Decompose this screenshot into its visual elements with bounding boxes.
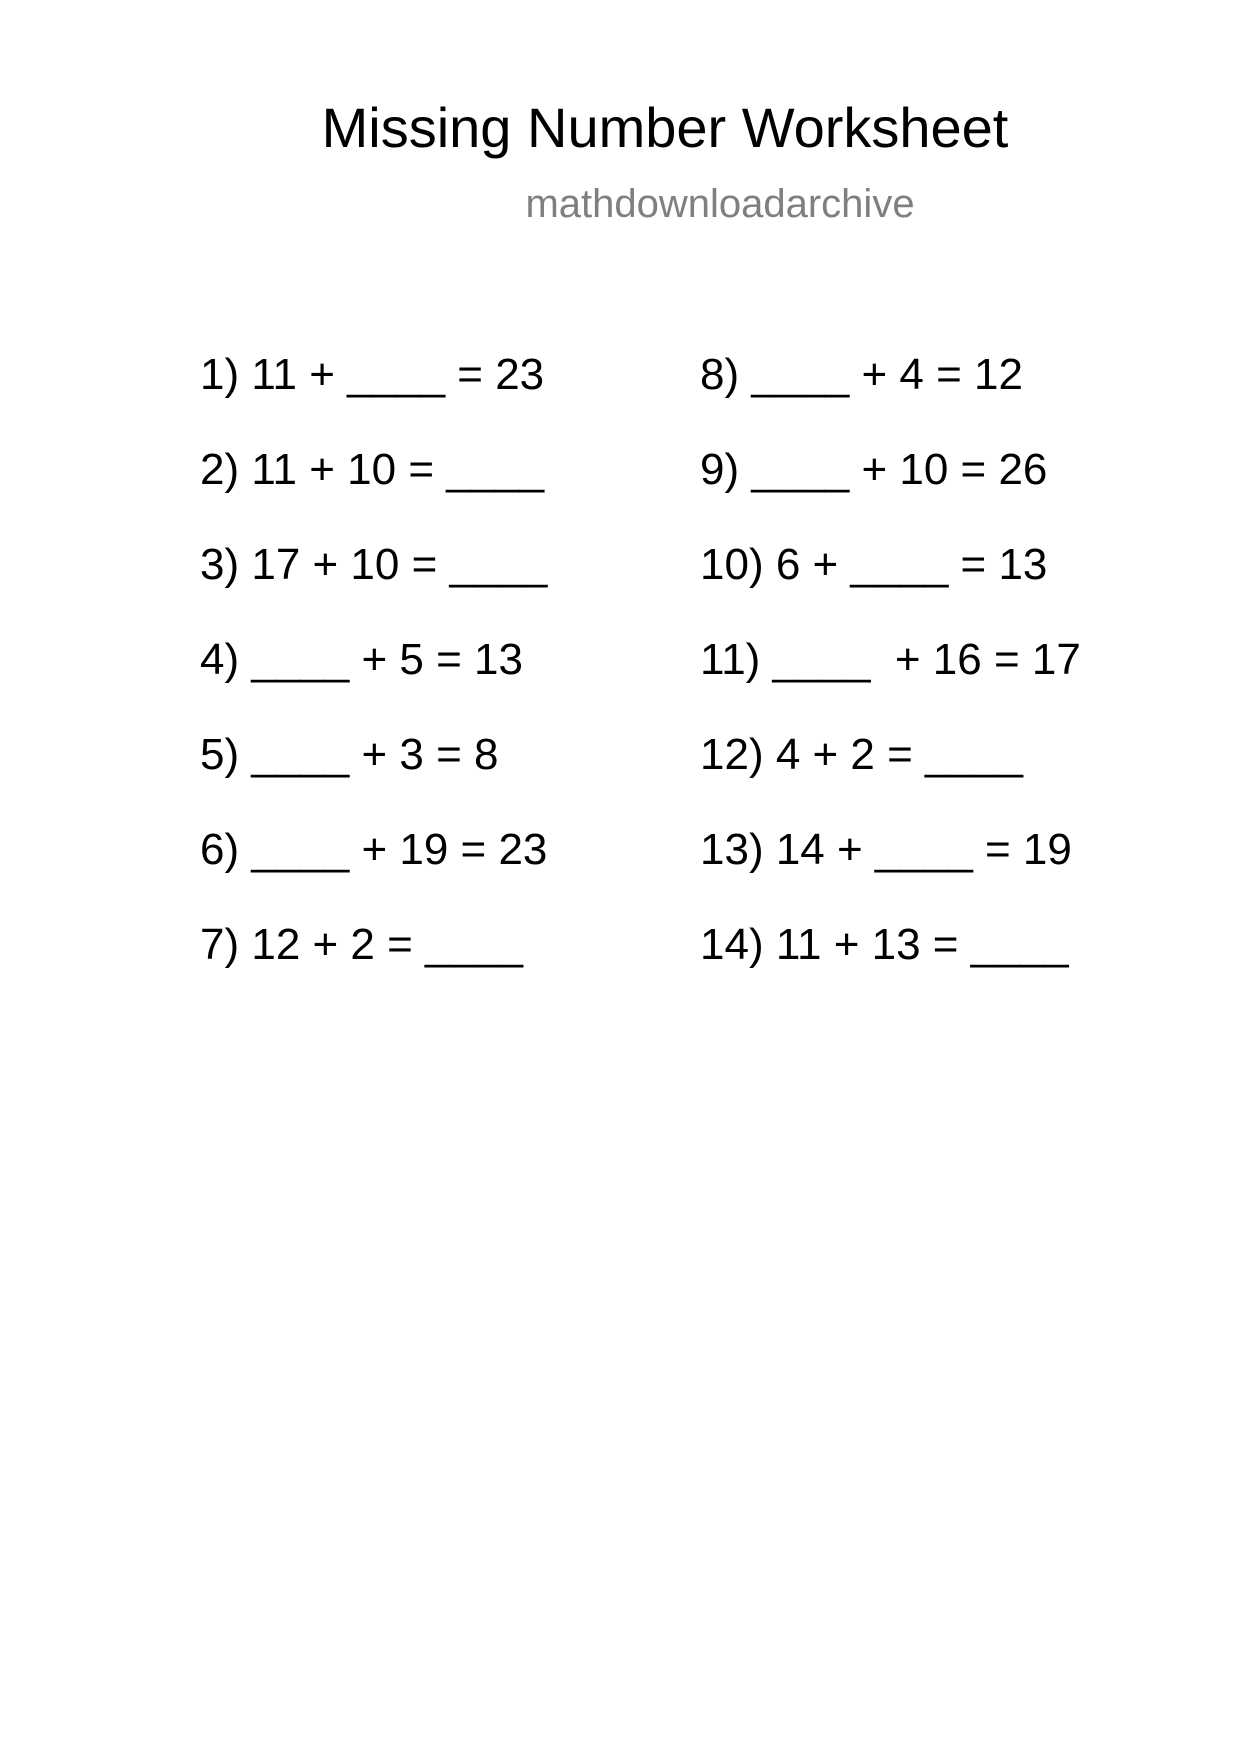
problem-14: 14) 11 + 13 = ____ — [700, 920, 1069, 969]
problem-6: 6) ____ + 19 = 23 — [200, 825, 548, 874]
problem-column-left — [200, 349, 547, 1014]
problem-3: 3) 17 + 10 = ____ — [200, 540, 548, 589]
problem-1: 1) 11 + ____ = 23 — [200, 350, 545, 399]
worksheet-title: Missing Number Worksheet — [321, 96, 1009, 159]
problem-7: 7) 12 + 2 = ____ — [200, 920, 523, 969]
problem-10: 10) 6 + ____ = 13 — [700, 540, 1048, 589]
problem-column-right — [700, 349, 1081, 1014]
problem-8: 8) ____ + 4 = 12 — [700, 350, 1023, 399]
worksheet-subtitle: mathdownloadarchive — [525, 182, 915, 226]
problem-13: 13) 14 + ____ = 19 — [700, 825, 1072, 874]
problem-12: 12) 4 + 2 = ____ — [700, 730, 1023, 779]
problem-2: 2) 11 + 10 = ____ — [200, 445, 545, 494]
problem-11: 11) ____ + 16 = 17 — [700, 635, 1081, 684]
problem-9: 9) ____ + 10 = 26 — [700, 445, 1048, 494]
problem-4: 4) ____ + 5 = 13 — [200, 635, 523, 684]
problem-5: 5) ____ + 3 = 8 — [200, 730, 499, 779]
